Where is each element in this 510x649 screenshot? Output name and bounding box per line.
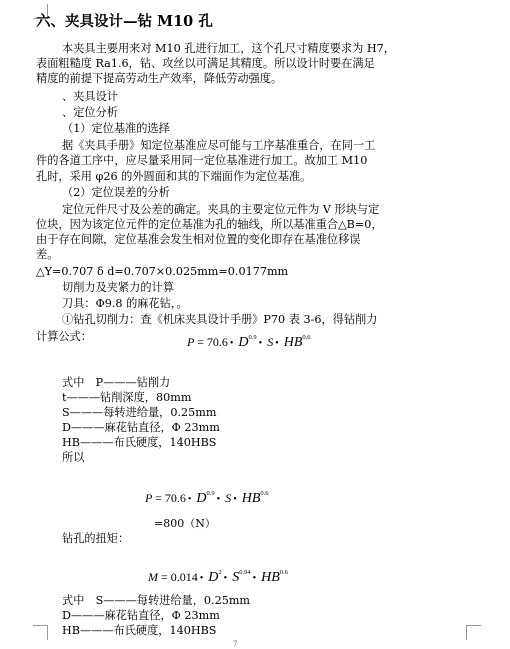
calculation-result: =800（N） — [154, 517, 216, 530]
list-item: 、夹具设计 — [62, 90, 118, 103]
paragraph-line: 孔时，采用 φ26 的外圆面和其的下端面作为定位基准。 — [36, 170, 312, 183]
multiply-dot: • — [275, 338, 279, 349]
formula-symbol: S — [267, 335, 274, 349]
multiply-dot: • — [252, 573, 257, 584]
paragraph-line: 计算公式： — [36, 330, 92, 343]
formula-exponent: 0.94 — [239, 569, 251, 576]
paragraph-line: 钻孔的扭矩： — [62, 532, 130, 545]
formula-operator: = — [155, 491, 162, 505]
page-number: 7 — [233, 640, 238, 648]
multiply-dot: • — [199, 573, 204, 584]
multiply-dot: • — [216, 494, 221, 505]
formula-symbol: D — [238, 335, 249, 350]
formula-cutting-force-substituted — [145, 490, 269, 507]
paragraph-line: 定位元件尺寸及公差的确定。夹具的主要定位元件为 V 形块与定 — [62, 203, 380, 216]
paragraph-line: 切削力及夹紧力的计算 — [62, 281, 174, 294]
definition-line: D———麻花钻直径，Φ 23mm — [62, 421, 220, 434]
formula-coefficient: 70.6 — [164, 491, 186, 505]
paragraph-line: ①钻孔切削力：查《机床夹具设计手册》P70 表 3-6，得钻削力 — [62, 313, 378, 326]
multiply-dot: • — [233, 494, 237, 505]
paragraph-line: 差。 — [36, 248, 59, 261]
paragraph-line: 刀具：Φ9.8 的麻花钻，。 — [62, 297, 188, 310]
formula-symbol: HB — [261, 570, 280, 585]
definition-line: 式中 S———每转进给量，0.25mm — [62, 594, 251, 607]
multiply-dot: • — [258, 338, 263, 349]
paragraph-line: 由于存在间隙，定位基准会发生相对位置的变化即存在基准位移误 — [36, 233, 361, 246]
formula-symbol: M — [148, 570, 158, 584]
definition-line: HB———布氏硬度，140HBS — [62, 624, 217, 637]
formula-symbol: D — [196, 491, 207, 506]
paragraph-line: 所以 — [62, 451, 85, 464]
formula-symbol: P — [145, 491, 153, 505]
subheading: （2）定位误差的分析 — [62, 186, 170, 199]
list-item: 、定位分析 — [62, 106, 118, 119]
definition-line: D———麻花钻直径，Φ 23mm — [62, 609, 220, 622]
formula-symbol: HB — [241, 491, 261, 506]
formula-torque — [148, 569, 288, 586]
formula-operator: = — [161, 570, 168, 584]
formula-exponent: 2 — [218, 569, 222, 576]
formula-cutting-force — [187, 334, 311, 351]
formula-symbol: P — [187, 335, 195, 349]
corner-crop-mark — [33, 625, 48, 640]
formula-exponent: 0.9 — [248, 334, 257, 341]
multiply-dot: • — [223, 573, 228, 584]
paragraph-line: 表面粗糙度 Ra1.6，钻、攻丝以可满足其精度。所以设计时要在满足 — [36, 57, 375, 70]
corner-crop-mark — [466, 625, 481, 640]
formula-operator: = — [197, 335, 204, 349]
section-heading: 六、夹具设计—钻 M10 孔 — [36, 13, 213, 30]
formula-exponent: 0.6 — [302, 334, 311, 341]
paragraph-line: 精度的前提下提高劳动生产效率，降低劳动强度。 — [36, 72, 283, 85]
definition-line: S———每转进给量，0.25mm — [62, 406, 217, 419]
paragraph-line: 位块，因为该定位元件的定位基准为孔的轴线，所以基准重合△B=0， — [36, 218, 383, 231]
equation-line: △Y=0.707 δ d=0.707×0.025mm=0.0177mm — [36, 265, 289, 278]
formula-symbol: S — [225, 491, 232, 505]
paragraph-line: 本夹具主要用来对 M10 孔进行加工，这个孔尺寸精度要求为 H7， — [62, 42, 395, 55]
multiply-dot: • — [229, 338, 234, 349]
subheading: （1）定位基准的选择 — [62, 122, 170, 135]
paragraph-line: 件的各道工序中，应尽量采用同一定位基准进行加工。故加工 M10 — [36, 154, 368, 167]
formula-symbol: S — [232, 570, 240, 585]
definition-line: t———钻削深度，80mm — [62, 391, 192, 404]
formula-exponent: 0.9 — [206, 490, 215, 497]
definition-line: HB———布氏硬度，140HBS — [62, 436, 217, 449]
paragraph-line: 据《夹具手册》知定位基准应尽可能与工序基准重合，在同一工 — [62, 139, 376, 152]
formula-exponent: 0.6 — [260, 490, 269, 497]
formula-symbol: HB — [283, 335, 303, 350]
definition-line: 式中 P———钻削力 — [62, 376, 171, 389]
multiply-dot: • — [187, 494, 192, 505]
formula-exponent: 0.6 — [279, 569, 288, 576]
formula-symbol: D — [208, 570, 219, 585]
formula-coefficient: 70.6 — [206, 335, 228, 349]
formula-coefficient: 0.014 — [170, 570, 198, 584]
